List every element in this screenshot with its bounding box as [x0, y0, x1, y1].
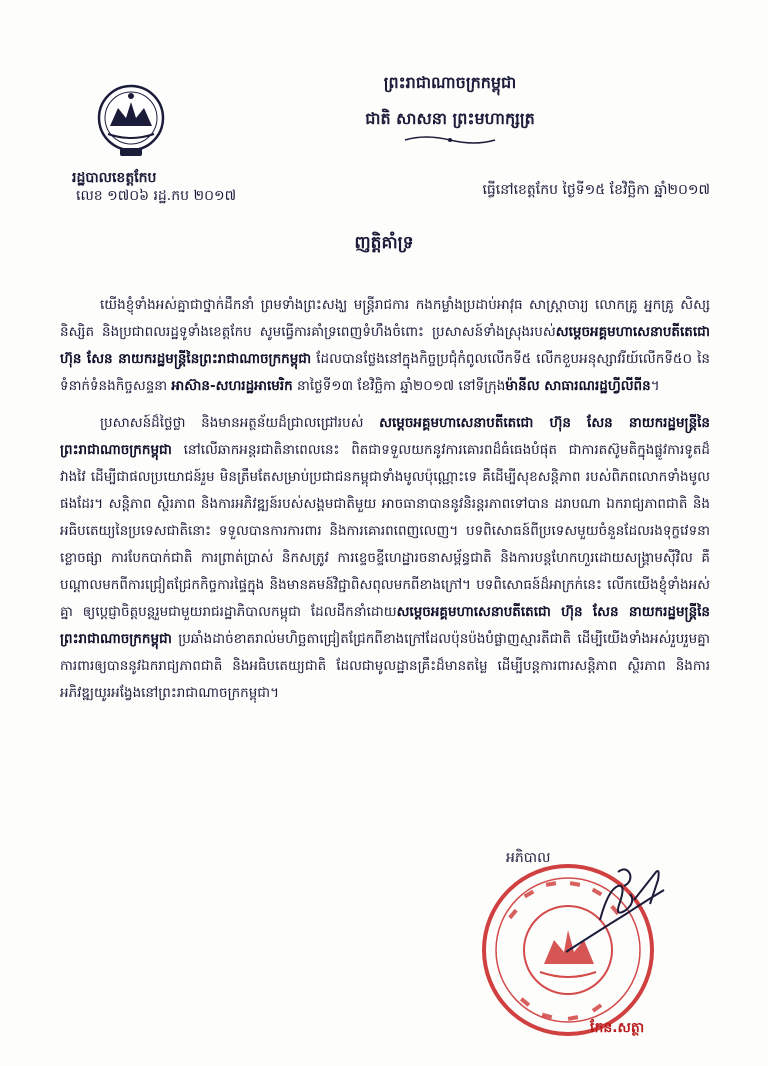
emphasized-text: ម៉ានីល សាធារណរដ្ឋហ្វីលីពីន [505, 378, 651, 394]
body-paragraph [60, 292, 710, 400]
emphasized-text: សម្តេចអគ្គមហាសេនាបតីតេជោ ហ៊ុន សែន នាយករដ្ឋមន្ត្រីនៃព្រះរាជាណាចក្រកម្ពុជា [60, 324, 710, 367]
paragraph-text: ដែលបានថ្លែងនៅក្នុងកិច្ចប្រជុំកំពូលលើកទី៥ លើកខួបអនុស្សាវរីយ៍លើកទី៥០ នៃទំនាក់ទំនងកិច្ចសន្ទនា [60, 351, 710, 394]
signatory-name: កែន.សត្ថា [590, 1020, 645, 1036]
document-title: ញត្តិគាំទ្រ [354, 233, 414, 253]
paragraph-text: យើងខ្ញុំទាំងអស់គ្នាជាថ្នាក់ដឹកនាំ ព្រមទាំងព្រះសង្ឃ មន្ត្រីរាជការ កងកម្លាំងប្រដាប់អាវុធ សាស្ត្រាចារ្យ លោកគ្រូ អ្នកគ្រូ សិស្សនិស្សិត និងប្រជាពលរដ្ឋទូទាំងខេត្តកែប សូមធ្វើការគាំទ្រពេញទំហឹងចំពោះ ប្រសាសន៍ទាំងស្រុងរបស់ [60, 297, 710, 340]
national-motto: ជាតិ សាសនា ព្រះមហាក្សត្រ [365, 109, 535, 128]
kingdom-heading: ព្រះរាជាណាចក្រកម្ពុជា [383, 73, 517, 92]
issuing-authority: រដ្ឋបាលខេត្តកែប [72, 170, 157, 186]
paragraph-text: ប្រសាសន៍ដ៏ថ្លៃថ្លា និងមានអត្ថន័យដ៏ជ្រាលជ្រៅរបស់ [100, 415, 380, 431]
paragraph-text: ។ [650, 378, 660, 394]
signature-icon [560, 860, 670, 960]
emphasized-text: អាស៊ាន-សហរដ្ឋអាមេរិក [171, 378, 293, 394]
motto-ornament [400, 134, 500, 146]
paragraph-text: ប្រឆាំងដាច់ខាតរាល់មហិច្ឆតាជ្រៀតជ្រែកពីខាងក្រៅដែលប៉ុនប៉ងបំផ្លាញស្មារតីជាតិ ដើម្បីយើងទាំងអស់រួបរួមគ្នា ការពារឲ្យបាននូវឯករាជ្យភាពជាតិ និងអធិបតេយ្យជាតិ ដែលជាមូលដ្ឋានគ្រឹះដ៏មានតម្លៃ ដើម្បីបន្តការពារសន្តិភាព ស្ថិរភាព និងការអភិវឌ្ឍយូរអង្វែងនៅព្រះរាជាណាចក្រកម្ពុជា។ [60, 631, 710, 701]
signatory-title: អភិបាល [506, 850, 551, 866]
document-body [60, 292, 710, 842]
provincial-emblem-icon [96, 78, 166, 160]
document-date: ធ្វើនៅខេត្តកែប ថ្ងៃទី១៥ ខែវិច្ឆិកា ឆ្នាំ២០១៧ [482, 182, 710, 198]
reference-number: លេខ ១៧០៦ រដ្ឋ.កប ២០១៧ [76, 188, 237, 204]
paragraph-text: នៅលើឆាកអន្តរជាតិនាពេលនេះ ពិតជាទទួលយកនូវការគោរពដ៏ធំធេងបំផុត ជាការតស៊ូមតិក្នុងផ្លូវការទូតដ៏វាងវៃ ដើម្បីជាផលប្រយោជន៍រួម មិនត្រឹមតែសម្រាប់ប្រជាជនកម្ពុជាទាំងមូលប៉ុណ្ណោះទេ គឺដើម្បីសុខសន្តិភាព របស់ពិភពលោកទាំងមូលផងដែរ។ សន្តិភាព ស្ថិរភាព និងការអភិវឌ្ឍន៍របស់សង្គមជាតិមួយ អាចធានាបាននូវនិរន្តរភាពទៅបាន ដរាបណា ឯករាជ្យភាពជាតិ និងអធិបតេយ្យនៃប្រទេសជាតិនោះ ទទួលបានការការពារ និងការគោរពពេញលេញ។ បទពិសោធន៍ពីប្រទេសមួយចំនួនដែលរងទុក្ខវេទនាខ្លោចផ្សា ការបែកបាក់ជាតិ ការព្រាត់ប្រាស់ និកសត្រូវ ការខ្ទេចខ្ទីហេដ្ឋារចនាសម្ព័ន្ធជាតិ និងការបន្តហែកហួរដោយសង្គ្រាមស៊ីវិល គឺបណ្តាលមកពីការជ្រៀតជ្រែកកិច្ចការផ្ទៃក្នុង និងមានគមន៍វិជ្ជាពិសពុលមកពីខាងក្រៅ។ បទពិសោធន៍ដ៏អាក្រក់នេះ លើកយើងខ្ញុំទាំងអស់គ្នា ឲ្យប្តេជ្ញាចិត្តបន្តរួមជាមួយរាជរដ្ឋាភិបាលកម្ពុជា ដែលដឹកនាំដោយ [60, 442, 710, 620]
emphasized-text: សម្តេចអគ្គមហាសេនាបតីតេជោ ហ៊ុន សែន នាយករដ្ឋមន្ត្រីនៃព្រះរាជាណាចក្រកម្ពុជា [60, 415, 710, 458]
body-paragraph [60, 410, 710, 707]
emphasized-text: សម្តេចអគ្គមហាសេនាបតីតេជោ ហ៊ុន សែន នាយករដ្ឋមន្ត្រីនៃព្រះរាជាណាចក្រកម្ពុជា [60, 604, 710, 647]
paragraph-text: នាថ្ងៃទី១៣ ខែវិច្ឆិកា ឆ្នាំ២០១៧ នៅទីក្រុង [292, 378, 506, 394]
